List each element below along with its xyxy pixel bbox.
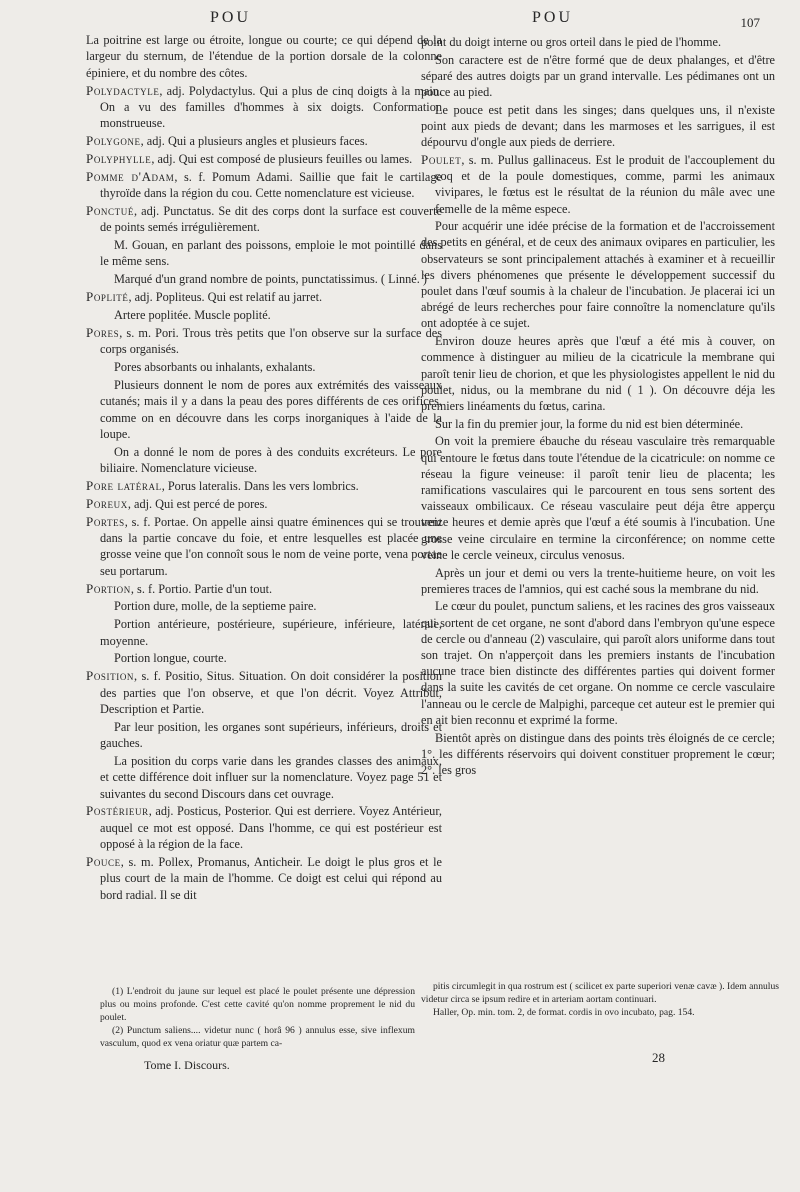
dictionary-entry: [86, 133, 442, 149]
paragraph: [86, 32, 442, 81]
entry-text: , s. f. Portio. Partie d'un tout.: [130, 581, 273, 596]
entry-text: , adj. Punctatus. Se dit des corps dont la surface est couverte de points semés irrégulièrement.: [100, 203, 442, 235]
dictionary-entry: [86, 668, 442, 717]
footnote: pitis circumlegit in qua rostrum est ( scilicet ex parte superiori venæ cavæ ). Idem annulus videtur circa se ipsum redire et in arteriam aortam continuari.: [421, 981, 779, 1005]
entry-text: Par leur position, les organes sont supérieurs, inférieurs, droits et gauches.: [100, 719, 442, 751]
dictionary-entry: [86, 581, 442, 597]
headword: Poulet: [421, 151, 462, 167]
paragraph: [421, 598, 775, 728]
signature-number: 28: [652, 1050, 665, 1065]
running-head-right: POU: [532, 9, 574, 26]
entry-text: , s. f. Pomum Adami. Saillie que fait le cartilage thyroïde dans la région du cou. Cette nomenclature est vicieuse.: [100, 169, 442, 201]
paragraph: [86, 598, 442, 614]
paragraph: [86, 359, 442, 375]
entry-text: Portion dure, molle, de la septieme paire.: [114, 599, 317, 614]
dictionary-entry: [86, 151, 442, 167]
footnote: (2) Punctum saliens.... videtur nunc ( horâ 96 ) annulus esse, sive inflexum vasculum, quod ex vena oriatur quæ partem ca-: [100, 1025, 415, 1049]
headword: Position: [86, 668, 135, 684]
paragraph: [421, 333, 775, 414]
paragraph: [421, 730, 775, 779]
headword: Poreux: [86, 495, 128, 511]
signature-mark: Tome I. Discours.: [144, 1058, 230, 1072]
entry-text: Sur la fin du premier jour, la forme du nid est bien déterminée.: [435, 416, 744, 431]
entry-text: Le cœur du poulet, punctum saliens, et les racines des gros vaisseaux qui sortent de cet organe, ne sont d'abord dans l'embryon qu'une espece de cercle ou d'anneau (2) vasculaire, qui paroît alors uniforme dans tout son trajet. On n'apperçoit dans les premiers instants de l'incubation aucune trace bien distincte des différentes parties qui doivent former dans la suite les cavités de cet organe. On nomme ce cercle vasculaire l'anneau ou le cercle de Malpighi, parceque cet auteur est le premier qui en ait bien reconnu et exprimé la forme.: [421, 599, 775, 727]
headword: Portion: [86, 580, 131, 596]
entry-text: Artere poplitée. Muscle poplité.: [114, 308, 271, 322]
paragraph: [421, 102, 775, 151]
entry-text: M. Gouan, en parlant des poissons, emploie le mot pointillé dans le même sens.: [100, 238, 442, 269]
dictionary-entry: [86, 169, 442, 202]
headword: Poplité: [86, 289, 129, 305]
paragraph: [421, 218, 775, 331]
paragraph: [86, 307, 442, 323]
entry-text: Plusieurs donnent le nom de pores aux extrémités des vaisseaux cutanés; mais il y a dans la peau des pores différents de ces orifices, comme on en découvre dans les corps inorganiques à l'aide de la loupe.: [100, 377, 442, 441]
paragraph: [421, 416, 775, 432]
entry-text: , adj. Qui a plusieurs angles et plusieurs faces.: [140, 134, 368, 149]
entry-text: Marqué d'un grand nombre de points, punctatissimus. ( Linné. ): [114, 272, 427, 287]
paragraph: [86, 719, 442, 752]
entry-text: Bientôt après on distingue dans des points très éloignés de ce cercle; 1°. les différents réservoirs qui doivent constituer proprement le cœur; 2°. les gros: [421, 730, 775, 777]
entry-text: , adj. Qui est composé de plusieurs feuilles ou lames.: [151, 151, 413, 166]
dictionary-entry: [421, 152, 775, 217]
page-number: 107: [740, 15, 760, 30]
paragraph: [86, 753, 442, 802]
dictionary-entry: [86, 514, 442, 579]
paragraph: [86, 444, 442, 477]
headword: Postérieur: [86, 803, 149, 819]
headword: Polygone: [86, 133, 141, 149]
entry-text: La poitrine est large ou étroite, longue ou courte; ce qui dépend de la largeur du sternum, de l'étendue de la portion dorsale de la colonne épiniere, et du nombre des côtes.: [86, 33, 442, 80]
entry-text: Pores absorbants ou inhalants, exhalants.: [114, 360, 316, 375]
entry-text: On voit la premiere ébauche du réseau vasculaire très remarquable qui entoure le fœtus dans toute l'étendue de la cicatricule: on nomme ce réseau la figure veineuse: il paroît tenir lieu de placenta; les ramifications vasculaires qui le parcourent en tous sens sortent des vaisseaux ombilicaux. Ce réseau vasculaire peut déja être apperçu treize heures et demie après que l'œuf a été soumis à l'incubation. Une grosse veine circulaire en termine la circonférence; on nomme cette veine le cercle veineux, circulus venosus.: [421, 434, 775, 562]
dictionary-entry: [86, 478, 442, 494]
dictionary-entry: [86, 203, 442, 236]
paragraph: [421, 34, 775, 50]
dictionary-entry: [86, 83, 442, 132]
entry-text: , adj. Qui est percé de pores.: [127, 496, 268, 511]
paragraph: [86, 616, 442, 649]
entry-text: Portion longue, courte.: [114, 651, 227, 666]
footnote: Haller, Op. min. tom. 2, de format. cordis in ovo incubato, pag. 154.: [433, 1007, 695, 1018]
entry-text: , adj. Posticus, Posterior. Qui est derriere. Voyez Antérieur, auquel ce mot est opposé. Dans l'homme, ce qui est postérieur est opposé à la région de la face.: [100, 804, 442, 852]
entry-text: Son caractere est de n'être formé que de deux phalanges, et d'être séparé des autres doigts par un grand intervalle. Les pédimanes ont un pouce au pied.: [421, 52, 775, 100]
headword: Ponctué: [86, 202, 134, 218]
paragraph: [86, 271, 442, 287]
entry-text: , adj. Polydactylus. Qui a plus de cinq doigts à la main. On a vu des familles d'hommes à six doigts. Conformation monstrueuse.: [100, 83, 442, 131]
dictionary-entry: [86, 325, 442, 358]
paragraph: [421, 433, 775, 563]
headword: Polyphylle: [86, 150, 152, 166]
entry-text: Pour acquérir une idée précise de la formation et de l'accroissement des petits en général, et de ceux des animaux ovipares en particulier, les observateurs se sont principalement attachés à examiner et à recueillir les divers phénomenes que présente le développement successif du poulet dans l'œuf soumis à la chaleur de l'incubation. Je placerai ici un abrégé de leurs recherches pour faire connoître la nomenclature qu'ils ont adoptée à ce sujet.: [421, 219, 775, 331]
entry-text: , s. m. Pullus gallinaceus. Est le produit de l'accouplement du coq et de la poule domestiques, comme, parmi les animaux vivipares, le fœtus est le résultat de la réunion du mâle avec une femelle de la même espece.: [435, 152, 775, 216]
headword: Pomme d'Adam: [86, 168, 175, 184]
entry-text: , s. m. Pori. Trous très petits que l'on observe sur la surface des corps organisés.: [100, 325, 442, 357]
dictionary-entry: [86, 289, 442, 305]
footnotes-right: [421, 980, 779, 1019]
paragraph: [421, 565, 775, 597]
entry-text: On a donné le nom de pores à des conduits excréteurs. Le pore biliaire. Nomenclature vicieuse.: [100, 444, 442, 476]
entry-text: , s. f. Portae. On appelle ainsi quatre éminences qui se trouvent dans la partie concave du foie, et entre lesquelles est placée une grosse veine que l'on connoît sous le nom de veine porte, vena portae seu portarum.: [100, 514, 442, 578]
entry-text: Le pouce est petit dans les singes; dans quelques uns, il n'existe point aux pieds de devant; dans les marmoses et les sarrigues, il est dépourvu d'ongle aux pieds de derriere.: [421, 102, 775, 150]
headword: Pores: [86, 324, 120, 340]
entry-text: , s. f. Positio, Situs. Situation. On doit considérer la position des parties que l'on observe, et que l'on décrit. Voyez Attribut, Description et Partie.: [100, 669, 442, 716]
paragraph: [421, 52, 775, 101]
entry-text: Après un jour et demi ou vers la trente-huitieme heure, on voit les premieres traces de l'amnios, qui est caché sous la membrane du nid.: [421, 565, 775, 596]
entry-text: Portion antérieure, postérieure, supérieure, inférieure, latérale, moyenne.: [100, 617, 442, 648]
dictionary-entry: [86, 496, 442, 512]
headword: Polydactyle: [86, 82, 160, 98]
paragraph: [86, 237, 442, 270]
paragraph: [86, 377, 442, 442]
entry-text: , Porus lateralis. Dans les vers lombrics.: [161, 478, 359, 493]
right-column: [421, 34, 775, 780]
entry-text: , s. m. Pollex, Promanus, Anticheir. Le doigt le plus gros et le plus court de la main de l'homme. Ce doigt est celui qui répond au bord radial. Il se dit: [100, 855, 442, 902]
running-head-left: POU: [210, 9, 252, 26]
paragraph: [86, 650, 442, 666]
entry-text: Environ douze heures après que l'œuf a été mis à couver, on commence à distinguer au milieu de la cicatricule la membrane qui paroît tenir lieu de chorion, et que les physiologistes appellent le nid du poulet, nidus, ou la membrane du nid ( 1 ). On découvre déja les premiers linéaments du fœtus, carina.: [421, 334, 775, 413]
footnotes-left: [100, 985, 415, 1050]
headword: Pore latéral: [86, 477, 162, 493]
headword: Pouce: [86, 854, 121, 869]
dictionary-entry: [86, 854, 442, 903]
left-column: [86, 32, 442, 905]
dictionary-entry: [86, 803, 442, 852]
entry-text: La position du corps varie dans les grandes classes des animaux, et cette différence doit influer sur la nomenclature. Voyez page 51 et suivantes du second Discours dans cet ouvrage.: [100, 753, 442, 801]
footnote: (1) L'endroit du jaune sur lequel est placé le poulet présente une dépression plus ou moins profonde. C'est cette cavité qu'on nomme proprement le nid du poulet.: [100, 986, 415, 1023]
entry-text: point du doigt interne ou gros orteil dans le pied de l'homme.: [421, 35, 722, 49]
headword: Portes: [86, 513, 125, 529]
entry-text: , adj. Popliteus. Qui est relatif au jarret.: [128, 290, 323, 305]
